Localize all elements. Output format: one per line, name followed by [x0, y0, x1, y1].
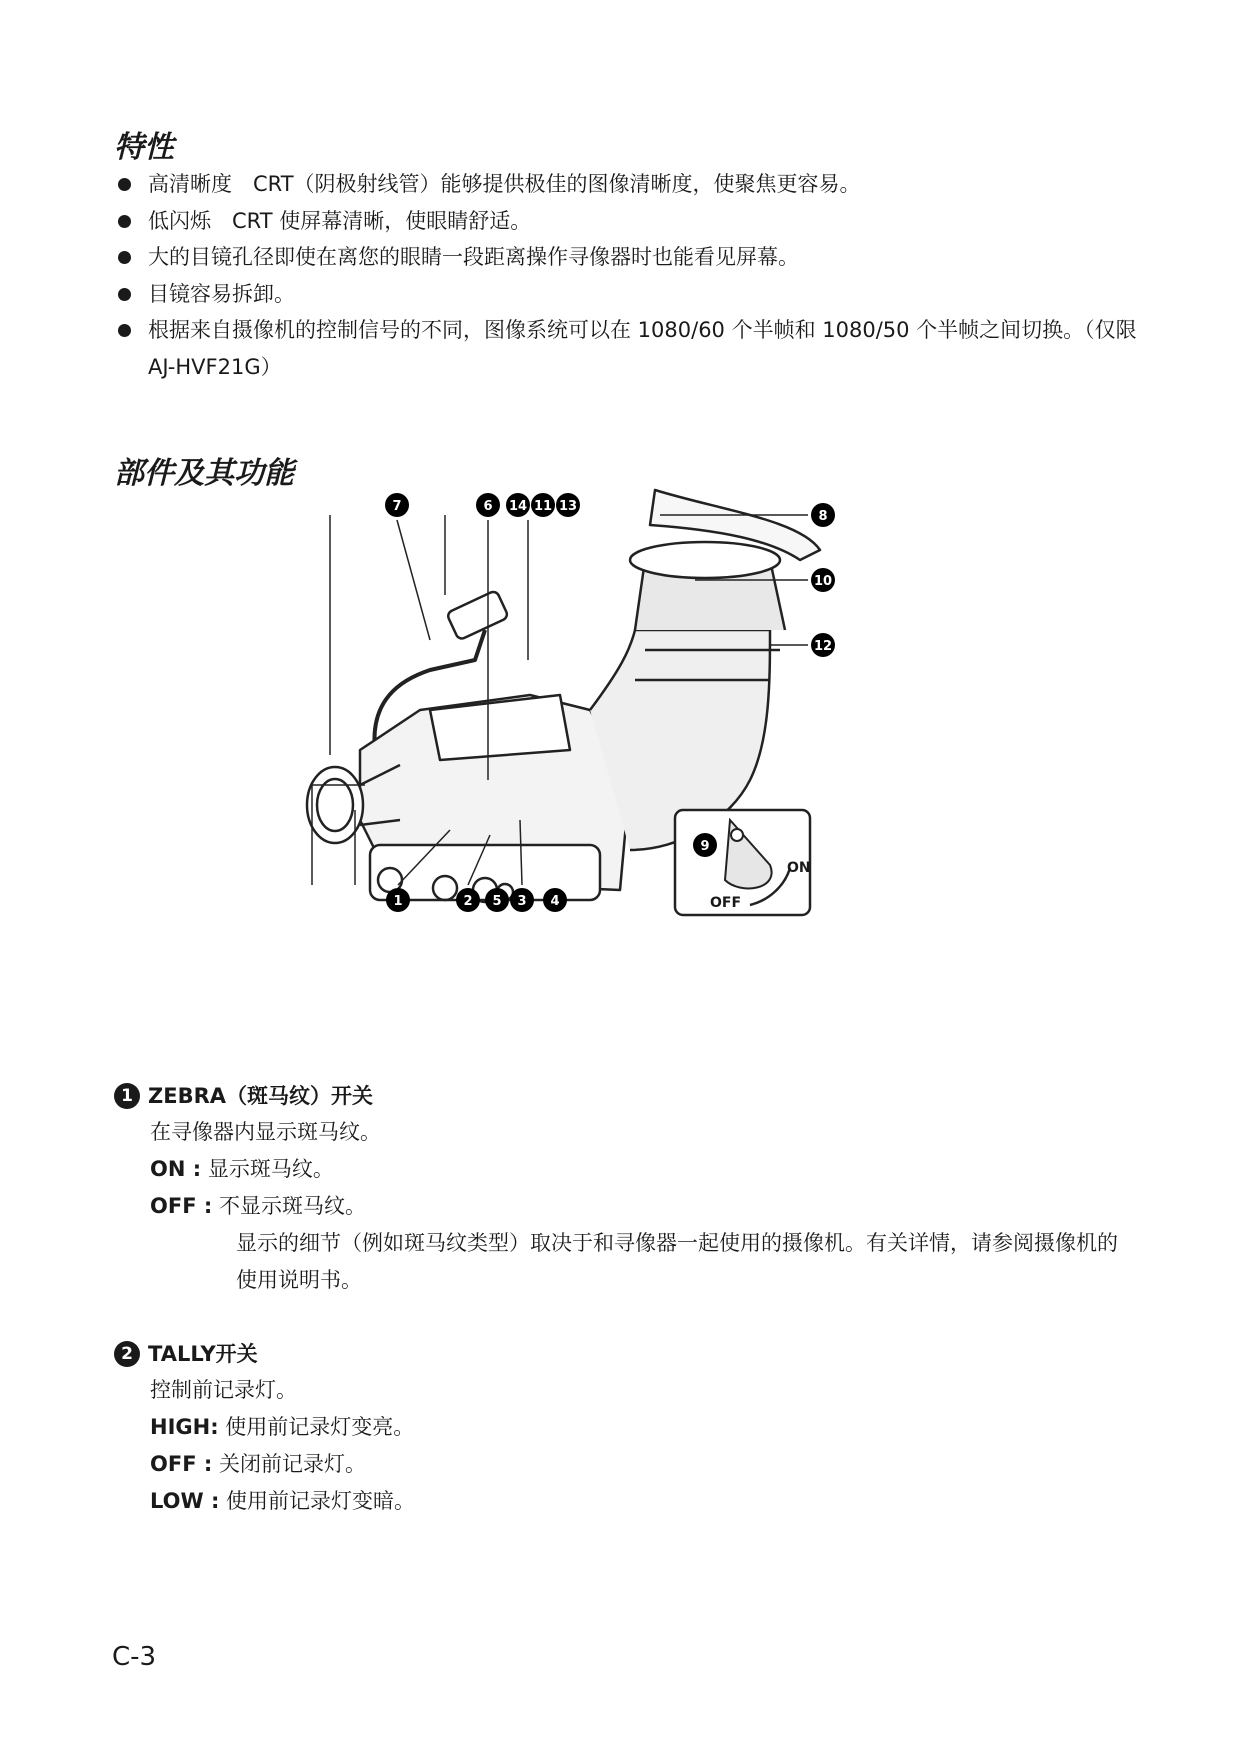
option-line	[114, 1151, 1134, 1188]
list-item	[118, 312, 1158, 385]
callout-6: 6	[483, 499, 493, 514]
list-item	[118, 239, 1138, 276]
option-key: OFF :	[150, 1452, 213, 1476]
feature-text: 大的目镜孔径即使在离您的眼睛一段距离操作寻像器时也能看见屏幕。	[148, 245, 799, 269]
features-list	[118, 166, 1158, 385]
callout-12: 12	[813, 639, 833, 654]
feature-text: 根据来自摄像机的控制信号的不同，图像系统可以在 1080/60 个半帧和 1080/50 个半帧之间切换。（仅限 AJ-HVF21G）	[148, 318, 1158, 379]
option-text: 关闭前记录灯。	[218, 1452, 366, 1476]
option-line	[114, 1188, 1134, 1225]
part-number-badge: 1	[114, 1083, 140, 1109]
option-text: 使用前记录灯变亮。	[225, 1415, 415, 1439]
part-title	[114, 1078, 1134, 1114]
option-key: LOW :	[150, 1489, 220, 1513]
callout-5: 5	[492, 894, 502, 909]
bullet-icon	[118, 288, 131, 301]
callout-14: 14	[508, 499, 528, 514]
option-text: 使用前记录灯变暗。	[226, 1489, 416, 1513]
switch-off-label: OFF	[710, 895, 742, 911]
callout-9: 9	[700, 839, 710, 854]
part-title	[114, 1336, 1134, 1372]
callout-11: 11	[533, 499, 553, 514]
list-item	[118, 203, 1138, 240]
part-number-badge: 2	[114, 1341, 140, 1367]
page-number: C-3	[112, 1642, 157, 1672]
callout-4: 4	[550, 894, 560, 909]
callout-7: 7	[392, 499, 402, 514]
callout-10: 10	[813, 574, 833, 589]
switch-on-label: ON	[787, 860, 811, 876]
option-key: HIGH:	[150, 1415, 219, 1439]
bullet-icon	[118, 324, 131, 337]
option-key: OFF :	[150, 1194, 213, 1218]
callout-8: 8	[818, 509, 828, 524]
feature-text: 低闪烁 CRT 使屏幕清晰，使眼睛舒适。	[148, 208, 532, 233]
part-description: 控制前记录灯。	[150, 1378, 297, 1402]
part-title-text: ZEBRA（斑马纹）开关	[148, 1084, 374, 1108]
bullet-icon	[118, 251, 131, 264]
option-line	[114, 1483, 1134, 1520]
feature-text: 高清晰度 CRT（阴极射线管）能够提供极佳的图像清晰度，使聚焦更容易。	[148, 172, 861, 196]
bullet-icon	[118, 178, 131, 191]
option-text: 不显示斑马纹。	[218, 1194, 366, 1218]
part-item-zebra	[114, 1078, 1134, 1299]
option-text: 显示斑马纹。	[207, 1157, 334, 1181]
viewfinder-diagram	[300, 499, 960, 1040]
callout-2: 2	[463, 894, 473, 909]
bullet-icon	[118, 215, 131, 228]
list-item	[118, 166, 1138, 203]
part-item-tally	[114, 1336, 1134, 1520]
part-title-text: TALLY开关	[148, 1342, 258, 1366]
callout-1: 1	[393, 894, 403, 909]
part-note: 显示的细节（例如斑马纹类型）取决于和寻像器一起使用的摄像机。有关详情，请参阅摄像机的使用说明书。	[236, 1231, 1118, 1292]
option-key: ON :	[150, 1157, 202, 1181]
parts-heading: 部件及其功能	[114, 456, 294, 491]
part-description: 在寻像器内显示斑马纹。	[150, 1120, 381, 1144]
option-line	[114, 1409, 1134, 1446]
callout-13: 13	[558, 499, 578, 514]
features-heading: 特性	[114, 130, 174, 165]
list-item	[118, 276, 1138, 313]
callout-3: 3	[517, 894, 527, 909]
feature-text: 目镜容易拆卸。	[148, 281, 295, 306]
option-line	[114, 1446, 1134, 1483]
